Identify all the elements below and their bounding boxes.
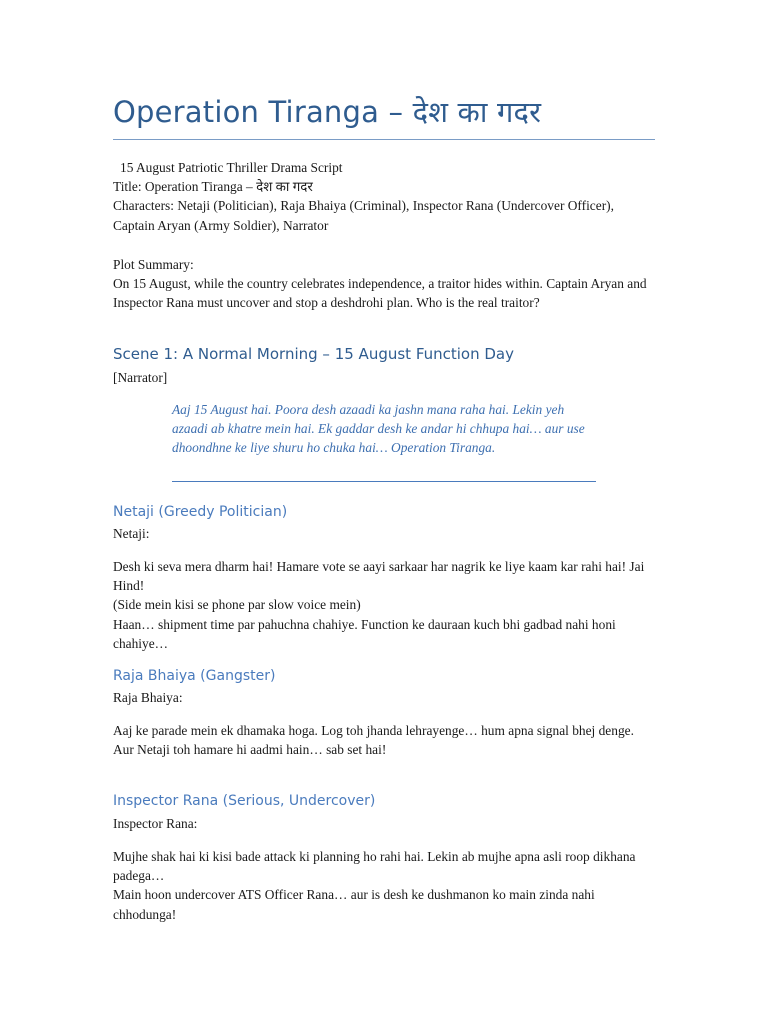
dialogue-line: Mujhe shak hai ki kisi bade attack ki planning ho rahi hai. Lekin ab mujhe apna asli roop dikhana padega… [113, 849, 636, 884]
rana-heading: Inspector Rana (Serious, Undercover) [113, 793, 376, 809]
rana-speaker: Inspector Rana: [113, 816, 198, 831]
intro-subtitle: 15 August Patriotic Thriller Drama Script [120, 160, 343, 175]
raja-speaker: Raja Bhaiya: [113, 690, 183, 705]
plot-summary-text: On 15 August, while the country celebrates independence, a traitor hides within. Captain Aryan and Inspector Rana must uncover and stop a deshdrohi plan. Who is the real traitor? [113, 276, 647, 311]
intro-characters: Characters: Netaji (Politician), Raja Bhaiya (Criminal), Inspector Rana (Undercover Officer), Captain Aryan (Army Soldier), Narrator [113, 198, 614, 233]
narrator-quote: Aaj 15 August hai. Poora desh azaadi ka jashn mana raha hai. Lekin yeh azaadi ab khatre mein hai. Ek gaddar desh ke andar hi chhupa hai… aur use dhoondhne ke liye shuru ho chuka hai… Operation Tiranga. [172, 402, 585, 456]
document-title: Operation Tiranga – देश का गदर [113, 95, 542, 129]
dialogue-line: Aur Netaji toh hamare hi aadmi hain… sab set hai! [113, 742, 387, 758]
rana-dialogue [113, 847, 658, 924]
title-underline [113, 139, 655, 140]
raja-dialogue [113, 721, 658, 759]
netaji-heading: Netaji (Greedy Politician) [113, 504, 288, 520]
netaji-speaker: Netaji: [113, 526, 150, 541]
scene-heading: Scene 1: A Normal Morning – 15 August Function Day [113, 345, 515, 363]
netaji-dialogue [113, 557, 658, 653]
plot-summary-label: Plot Summary: [113, 257, 194, 272]
quote-underline [172, 481, 596, 482]
plot-summary [113, 255, 658, 313]
intro-title-line: Title: Operation Tiranga – देश का गदर [113, 179, 313, 195]
dialogue-line: Desh ki seva mera dharm hai! Hamare vote se aayi sarkaar har nagrik ke liye kaam kar rahi hai! Jai Hind! [113, 559, 645, 594]
raja-heading: Raja Bhaiya (Gangster) [113, 668, 276, 684]
dialogue-line: Haan… shipment time par pahuchna chahiye. Function ke dauraan kuch bhi gadbad nahi honi chahiye… [113, 616, 616, 651]
narrator-label: [Narrator] [113, 370, 168, 385]
dialogue-line: Aaj ke parade mein ek dhamaka hoga. Log toh jhanda lehrayenge… hum apna signal bhej denge. [113, 723, 634, 738]
dialogue-line: Main hoon undercover ATS Officer Rana… aur is desh ke dushmanon ko main zinda nahi chhodunga! [113, 887, 595, 922]
intro-block [113, 158, 658, 235]
stage-direction: (Side mein kisi se phone par slow voice mein) [113, 597, 361, 613]
